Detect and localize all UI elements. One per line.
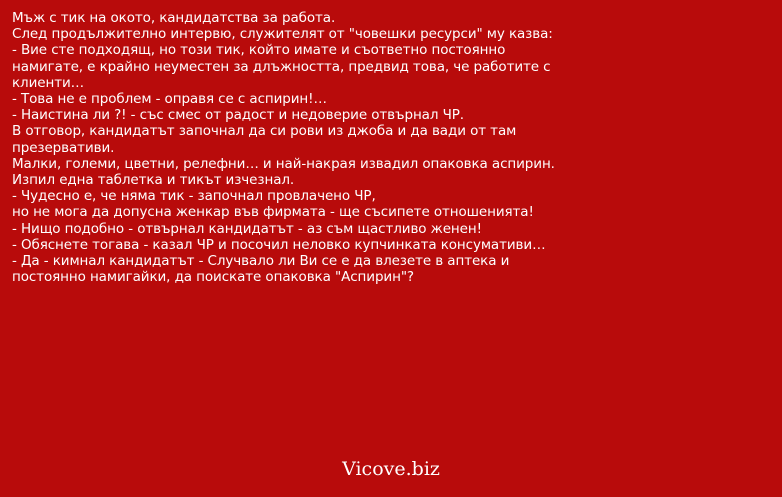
- joke-line: Малки, големи, цветни, релефни… и най-накрая извадил опаковка аспирин.: [12, 155, 555, 172]
- joke-line: Изпил една таблетка и тикът изчезнал.: [12, 172, 295, 189]
- joke-line: - Това не е проблем - оправя се с аспирин!…: [12, 91, 327, 108]
- joke-line: - Вие сте подходящ, но този тик, който имате и съответно постоянно намигате, е крайно неуместен за длъжността, предвид това, че работите с клиенти…: [12, 42, 551, 91]
- joke-line: - Обяснете тогава - казал ЧР и посочил неловко купчинката консумативи…: [12, 236, 546, 253]
- joke-line: Мъж с тик на окото, кандидатства за работа.: [12, 10, 336, 26]
- joke-line: - Наистина ли ?! - със смес от радост и недоверие отвърнал ЧР.: [12, 107, 464, 124]
- joke-line: - Нищо подобно - отвърнал кандидатът - аз съм щастливо женен!: [12, 220, 482, 237]
- joke-line: След продължително интервю, служителят от "човешки ресурси" му казва:: [12, 26, 553, 43]
- joke-line: В отговор, кандидатът започнал да си рови из джоба и да вади от там презервативи.: [12, 123, 517, 156]
- joke-line: - Чудесно е, че няма тик - започнал провлачено ЧР,: [12, 188, 376, 205]
- joke-line: - Да - кимнал кандидатът - Случвало ли Ви се е да влезете в аптека и постоянно намигайки, да поискате опаковка "Аспирин"?: [12, 253, 510, 286]
- joke-text: [12, 10, 572, 285]
- site-watermark: Vicove.biz: [342, 458, 440, 480]
- joke-line: но не мога да допусна женкар във фирмата - ще съсипете отношенията!: [12, 204, 534, 221]
